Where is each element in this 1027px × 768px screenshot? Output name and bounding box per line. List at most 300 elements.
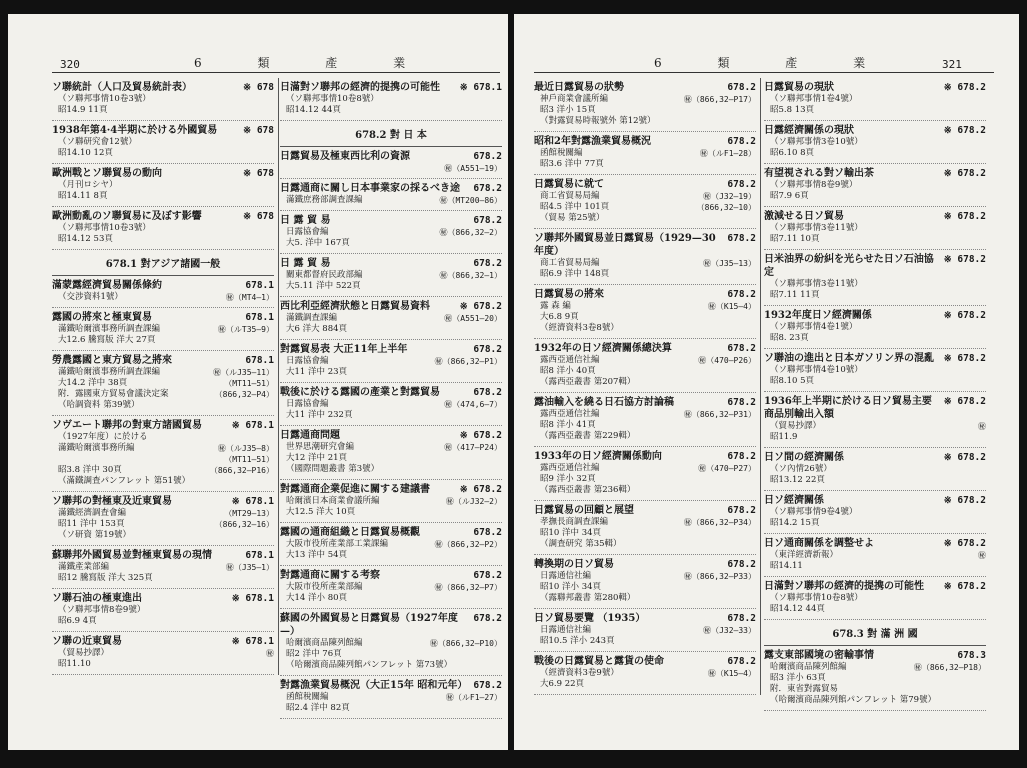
entry-detail-line	[280, 496, 502, 507]
catalog-entry	[764, 250, 986, 306]
entry-detail-line	[764, 137, 986, 148]
call-number: ㊙（K15—4）	[707, 302, 756, 311]
entry-title-row	[534, 612, 756, 625]
entry-title-row	[764, 580, 986, 593]
entry-detail-line	[280, 313, 502, 324]
classification-number: ※ 678.2	[943, 125, 986, 136]
entry-detail-line	[52, 335, 274, 346]
section-heading: 678.1 對アジア諸國一般	[52, 250, 274, 276]
classification-number: ※ 678.2	[943, 396, 986, 407]
classification-number: ※ 678.2	[943, 452, 986, 463]
page-number: 320	[60, 58, 80, 71]
catalog-entry	[764, 646, 986, 711]
entry-title: 滿蒙露經濟貿易關係條約	[52, 280, 162, 291]
entry-title: 日ソ通商關係を調整せよ	[764, 538, 874, 549]
classification-number: ※ 678	[243, 125, 274, 136]
entry-detail-text: 大6 洋大 884頁	[286, 324, 348, 334]
left-page	[8, 14, 508, 750]
entry-title: 露國の將來と極東貿易	[52, 312, 152, 323]
entry-title-row	[764, 451, 986, 464]
entry-title-row	[764, 167, 986, 180]
call-number: ㊙（MT4—1）	[225, 293, 274, 302]
catalog-entry	[534, 501, 756, 555]
entry-detail-text: 哈爾濱商品陳列館編	[286, 638, 363, 648]
entry-detail-text: 昭8.10 5頁	[770, 376, 815, 386]
entry-title: 戰後に於ける露國の產業と對露貿易	[280, 387, 440, 398]
entry-title: 日露通商に關し日本事業家の採るべき途	[280, 183, 460, 194]
call-number: ㊙（J32—19）	[703, 192, 756, 201]
call-number: ㊙（ルF1—28）	[699, 149, 756, 158]
entry-detail-line	[534, 159, 756, 170]
call-number: ㊙（J35—1）	[225, 563, 274, 572]
entry-title-row	[280, 81, 502, 94]
entry-title: 轉換期の日ソ貿易	[534, 559, 614, 570]
entry-detail-line	[52, 400, 274, 411]
entry-title-row	[764, 352, 986, 365]
classification-number: 678.1	[245, 355, 274, 366]
entry-title: 1932年度日ソ經濟關係	[764, 310, 872, 321]
entry-title-row	[764, 649, 986, 662]
entry-title-row	[534, 288, 756, 301]
catalog-entry	[534, 229, 756, 285]
entry-title-row	[52, 210, 274, 223]
entry-title: 1936年上半期に於ける日ソ貿易主要商品別輸出入額	[764, 396, 932, 420]
classification-number: ※ 678.1	[231, 420, 274, 431]
entry-detail-line	[764, 365, 986, 376]
catalog-entry	[52, 632, 274, 675]
call-number: ㊙（ルJ32—2）	[445, 497, 502, 506]
column	[534, 78, 761, 695]
entry-detail-text: 昭10.5 洋小 243頁	[540, 636, 615, 646]
entry-detail-line	[280, 703, 502, 714]
entry-detail-text: 滿鐵哈爾濱事務所編	[58, 443, 135, 453]
entry-title-row	[764, 494, 986, 507]
entry-detail-line	[52, 573, 274, 584]
entry-detail-text: 商工省貿易局編	[540, 191, 600, 201]
entry-detail-text: （ソ研資 第19號）	[58, 530, 132, 540]
entry-detail-text: 昭3.8 洋中 30頁	[58, 465, 122, 475]
call-number: ㊙（417—P24）	[444, 443, 502, 452]
catalog-entry	[534, 393, 756, 447]
catalog-entry	[52, 492, 274, 546]
entry-detail-line	[534, 420, 756, 431]
call-number: ㊙（ルT35—9）	[217, 325, 274, 334]
entry-detail-line	[764, 333, 986, 344]
entry-detail-line	[280, 692, 502, 703]
entry-title: 對露通商に關する考察	[280, 570, 380, 581]
entry-detail-text: 日露協會編	[286, 356, 329, 366]
catalog-entry	[764, 164, 986, 207]
call-number: （866,32—P4）	[214, 390, 274, 399]
call-number: ㊙（A551—20）	[444, 314, 502, 323]
classification-number: ※ 678.1	[231, 636, 274, 647]
entry-title-row	[52, 124, 274, 137]
catalog-entry	[280, 676, 502, 719]
catalog-entry	[764, 207, 986, 250]
entry-title: 蘇聯邦外國貿易並對極東貿易の現情	[52, 550, 212, 561]
entry-title: 最近日露貿易の狀勢	[534, 82, 624, 93]
entry-title: 日露貿易の將來	[534, 289, 604, 300]
entry-detail-line	[280, 464, 502, 475]
classification-number: 678.2	[727, 289, 756, 300]
header-rule	[52, 72, 500, 73]
classification-number: 678.1	[245, 312, 274, 323]
entry-detail-text: 哈爾濱商品陳列館編	[770, 662, 847, 672]
entry-detail-line	[52, 465, 274, 476]
classification-number: ※ 678.1	[231, 593, 274, 604]
entry-detail-text: 滿鐵哈爾濱事務所調査課編	[58, 367, 161, 377]
entry-detail-text: （哈爾濱商品陳列館パンフレット 第79號）	[770, 695, 937, 705]
catalog-entry	[280, 297, 502, 340]
catalog-entry	[764, 78, 986, 121]
entry-detail-text: （露西亞叢書 第236輯）	[540, 485, 636, 495]
entry-detail-line	[280, 410, 502, 421]
entry-detail-line	[534, 94, 756, 105]
classification-number: 678.2	[473, 527, 502, 538]
catalog-entry	[534, 175, 756, 229]
entry-detail-line	[52, 324, 274, 335]
entry-detail-text: 昭9 洋小 32頁	[540, 474, 596, 484]
call-number: ㊙（866,32—P31）	[683, 410, 756, 419]
entry-detail-line	[52, 432, 274, 443]
entry-detail-text: （月刊ロシヤ）	[58, 180, 118, 190]
entry-detail-line	[280, 324, 502, 335]
entry-detail-text: 昭2.4 洋中 82頁	[286, 703, 350, 713]
classification-number: ※ 678	[243, 168, 274, 179]
entry-detail-line	[52, 94, 274, 105]
entry-title-row	[52, 549, 274, 562]
entry-detail-line	[764, 475, 986, 486]
entry-title: 日滿對ソ聯邦の經濟的提携の可能性	[764, 581, 924, 592]
catalog-entry	[280, 566, 502, 609]
call-number: ㊙（866,32—P2）	[434, 540, 502, 549]
catalog-entry	[280, 78, 502, 121]
entry-detail-text: 商工省貿易局編	[540, 258, 600, 268]
entry-title: 日露通商問題	[280, 430, 340, 441]
catalog-entry	[764, 349, 986, 392]
entry-detail-text: 昭10 洋小 34頁	[540, 582, 602, 592]
entry-detail-line	[534, 105, 756, 116]
classification-number: ※ 678.2	[943, 495, 986, 506]
catalog-entry	[280, 179, 502, 211]
entry-detail-text: （ソ聯邦事情9卷4號）	[770, 507, 858, 517]
catalog-entry	[52, 308, 274, 351]
call-number: （MT11—51）	[224, 455, 274, 464]
entry-detail-text: 日露協會編	[286, 399, 329, 409]
catalog-entry	[764, 448, 986, 491]
catalog-entry	[52, 207, 274, 250]
entry-detail-line	[764, 279, 986, 290]
entry-detail-text: 大阪市役所產業部編	[286, 582, 363, 592]
entry-title-row	[280, 214, 502, 227]
entry-detail-text: 昭10 洋中 34頁	[540, 528, 602, 538]
entry-detail-line	[52, 443, 274, 454]
entry-detail-text: 滿鐵經濟調査會編	[58, 508, 127, 518]
entry-detail-line	[534, 312, 756, 323]
entry-detail-text: 大5. 洋中 167頁	[286, 238, 350, 248]
entry-detail-line	[52, 378, 274, 389]
entry-title: 對露通商企業促進に關する建議書	[280, 484, 430, 495]
classification-number: 678.2	[473, 183, 502, 194]
entry-detail-text: 滿鐵庶務部調査課編	[286, 195, 363, 205]
entry-title: 露支東部國境の密輸事情	[764, 650, 874, 661]
entry-detail-text: （貿易 第25號）	[540, 213, 605, 223]
entry-title: 西比利亞經濟狀態と日露貿易資料	[280, 301, 430, 312]
catalog-entry	[52, 164, 274, 207]
entry-detail-line	[764, 421, 986, 432]
entry-detail-line	[764, 561, 986, 572]
entry-detail-line	[534, 463, 756, 474]
entry-detail-text: 附．露國東方貿易會議決定案	[58, 389, 169, 399]
classification-number: 678.2	[473, 680, 502, 691]
entry-detail-line	[534, 485, 756, 496]
catalog-entry	[52, 416, 274, 492]
entry-detail-line	[280, 453, 502, 464]
entry-title-row	[764, 537, 986, 550]
entry-title: 日ソ貿易要覽 （1935）	[534, 613, 646, 624]
entry-detail-text: 昭5.8 13頁	[770, 105, 815, 115]
entry-title-row	[280, 429, 502, 442]
entry-detail-line	[52, 659, 274, 670]
entry-detail-line	[764, 322, 986, 333]
entry-detail-line	[534, 582, 756, 593]
entry-title-row	[764, 81, 986, 94]
entry-detail-text: 函館稅關編	[286, 692, 329, 702]
entry-detail-line	[534, 668, 756, 679]
classification-number: 678.2	[727, 559, 756, 570]
classification-number: 678.2	[473, 387, 502, 398]
entry-detail-text: （露聯邦叢書 第280輯）	[540, 593, 636, 603]
entry-title: 勞農露國と東方貿易之將來	[52, 355, 172, 366]
classification-number: ※ 678.2	[943, 353, 986, 364]
entry-detail-text: 昭6.9 4頁	[58, 616, 97, 626]
classification-number: 678.2	[473, 151, 502, 162]
entry-detail-line	[280, 507, 502, 518]
header-rule	[534, 72, 994, 73]
right-page	[514, 14, 1019, 750]
entry-title-row	[52, 419, 274, 432]
catalog-entry	[52, 351, 274, 416]
entry-title: 1933年の日ソ經濟關係動向	[534, 451, 662, 462]
entry-detail-text: （貿易抄譯）	[770, 421, 822, 431]
entry-detail-text: 日露通信社編	[540, 571, 592, 581]
entry-detail-line	[280, 94, 502, 105]
entry-detail-text: 函館稅關編	[540, 148, 583, 158]
entry-detail-line	[534, 213, 756, 224]
entry-detail-line	[534, 431, 756, 442]
entry-title-row	[52, 167, 274, 180]
catalog-entry	[764, 534, 986, 577]
entry-detail-line	[534, 148, 756, 159]
entry-title: ソ聯邦の對極東及近東貿易	[52, 496, 172, 507]
call-number: ㊙（A551—19）	[444, 164, 502, 173]
entry-detail-text: 大13 洋中 54頁	[286, 550, 348, 560]
entry-detail-line	[280, 582, 502, 593]
call-number: ㊙（866,32—2）	[439, 228, 502, 237]
entry-detail-line	[280, 539, 502, 550]
entry-title: 露油輸入を繞る日石協方討論稿	[534, 397, 674, 408]
entry-title-row	[764, 253, 986, 279]
entry-detail-text: （貿易抄譯）	[58, 648, 110, 658]
entry-detail-line	[764, 180, 986, 191]
entry-detail-text: 昭13.12 22頁	[770, 475, 825, 485]
entry-detail-line	[764, 684, 986, 695]
catalog-entry	[534, 78, 756, 132]
entry-detail-line	[534, 528, 756, 539]
classification-number: 678.2	[727, 136, 756, 147]
catalog-entry	[764, 121, 986, 164]
classification-number: 678.2	[473, 613, 502, 624]
entry-detail-text: （ソ聯邦事情1卷4號）	[770, 94, 858, 104]
catalog-entry	[280, 523, 502, 566]
catalog-entry	[534, 447, 756, 501]
call-number: ㊙（866,32—P1）	[434, 357, 502, 366]
entry-detail-text: 神戶商業會議所編	[540, 94, 609, 104]
entry-detail-text: 昭7.11 11頁	[770, 290, 820, 300]
entry-detail-text: 昭11 洋中 153頁	[58, 519, 125, 529]
entry-detail-text: 昭7.9 6頁	[770, 191, 809, 201]
entry-title-row	[280, 483, 502, 496]
column	[280, 78, 502, 719]
entry-detail-line	[764, 518, 986, 529]
entry-title: 有望視される對ソ輸出茶	[764, 168, 874, 179]
entry-detail-line	[534, 636, 756, 647]
entry-detail-line	[534, 539, 756, 550]
entry-detail-line	[280, 367, 502, 378]
entry-detail-text: 滿鐵產業部編	[58, 562, 110, 572]
call-number: ㊙（866,32—P10）	[429, 639, 502, 648]
entry-detail-line	[764, 432, 986, 443]
entry-detail-text: （ソ聯邦事情8卷9號）	[770, 180, 858, 190]
entry-title: 日滿對ソ聯邦の經濟的提携の可能性	[280, 82, 440, 93]
entry-detail-text: 關東都督府民政部編	[286, 270, 363, 280]
call-number: ㊙（J35—13）	[703, 259, 756, 268]
entry-title-row	[52, 279, 274, 292]
entry-detail-text: （露西亞叢書 第207輯）	[540, 377, 636, 387]
classification-number: ※ 678.2	[943, 168, 986, 179]
entry-detail-line	[764, 223, 986, 234]
entry-detail-line	[280, 281, 502, 292]
classification-number: 678.2	[473, 344, 502, 355]
entry-detail-text: 露西亞通信社編	[540, 409, 600, 419]
entry-detail-line	[280, 660, 502, 671]
entry-detail-line	[52, 191, 274, 202]
entry-detail-text: 大11 洋中 23頁	[286, 367, 348, 377]
entry-detail-line	[534, 301, 756, 312]
classification-number: ※ 678.1	[459, 82, 502, 93]
classification-number: ※ 678.2	[459, 430, 502, 441]
entry-detail-line	[280, 270, 502, 281]
entry-detail-line	[534, 593, 756, 604]
entry-title-row	[764, 309, 986, 322]
entry-detail-text: 昭3 洋小 63頁	[770, 673, 826, 683]
entry-detail-line	[52, 234, 274, 245]
entry-detail-text: （ソ聯邦事情3卷11號）	[770, 279, 863, 289]
catalog-entry	[764, 306, 986, 349]
entry-title: 蘇國の外國貿易と日露貿易（1927年度—）	[280, 613, 458, 637]
entry-title-row	[280, 300, 502, 313]
entry-detail-line	[52, 137, 274, 148]
classification-number: ※ 678.2	[943, 254, 986, 265]
entry-detail-text: 昭8 洋小 41頁	[540, 420, 596, 430]
entry-detail-text: 附．東省對露貿易	[770, 684, 839, 694]
entry-detail-text: （ソ內情26號）	[770, 464, 832, 474]
entry-detail-line	[764, 234, 986, 245]
entry-detail-text: 世界思潮研究會編	[286, 442, 355, 452]
entry-detail-line	[52, 105, 274, 116]
call-number: ㊙（474,6—7）	[444, 400, 502, 409]
classification-number: 678.1	[245, 280, 274, 291]
entry-detail-text: 昭4.5 洋中 101頁	[540, 202, 610, 212]
entry-title: 對露貿易表 大正11年上半年	[280, 344, 408, 355]
catalog-entry	[52, 121, 274, 164]
entry-detail-text: （ソ聯研究會12號）	[58, 137, 137, 147]
catalog-entry	[534, 609, 756, 652]
entry-detail-line	[764, 695, 986, 706]
entry-detail-text: （1927年度）に於ける	[58, 432, 148, 442]
entry-detail-text: （ソ聯邦事情8卷9號）	[58, 605, 146, 615]
section-heading: 678.3 對 滿 洲 國	[764, 620, 986, 646]
entry-detail-line	[534, 679, 756, 690]
entry-detail-text: 昭8 洋小 40頁	[540, 366, 596, 376]
catalog-entry	[764, 577, 986, 620]
entry-detail-text: 日露協會編	[286, 227, 329, 237]
entry-title-row	[534, 396, 756, 409]
classification-number: 678.2	[473, 570, 502, 581]
classification-number: 678.2	[473, 215, 502, 226]
entry-title-row	[764, 124, 986, 137]
entry-detail-text: （ソ聯邦事情10卷3號）	[58, 94, 151, 104]
entry-detail-line	[764, 507, 986, 518]
entry-detail-line	[764, 593, 986, 604]
classification-number: 678.2	[727, 343, 756, 354]
catalog-entry	[280, 211, 502, 254]
classification-number: 678.2	[727, 451, 756, 462]
classification-number: 678.2	[727, 505, 756, 516]
entry-title: 日 露 貿 易	[280, 215, 331, 226]
entry-detail-text: 昭14.12 44頁	[770, 604, 825, 614]
entry-title-row	[280, 679, 502, 692]
entry-title: 日露貿易の回顧と展望	[534, 505, 634, 516]
entry-detail-text: （ソ聯邦事情4卷10號）	[770, 365, 863, 375]
entry-title: 日米油界の紛糾を光らせた日ソ石油協定	[764, 254, 934, 278]
entry-detail-text: 大6.9 22頁	[540, 679, 585, 689]
entry-detail-line	[280, 227, 502, 238]
entry-title: ソ聯油の進出と日本ガソリン界の混亂	[764, 353, 934, 364]
entry-detail-line	[52, 223, 274, 234]
entry-title-row	[52, 592, 274, 605]
entry-detail-line	[764, 673, 986, 684]
entry-detail-text: 昭6.9 洋中 148頁	[540, 269, 610, 279]
entry-detail-text: 昭11.9	[770, 432, 798, 442]
entry-title-row	[534, 450, 756, 463]
entry-detail-line	[280, 356, 502, 367]
entry-title: 戰後の日露貿易と露貨の使命	[534, 656, 664, 667]
classification-number: 678.2	[727, 656, 756, 667]
classification-number: ※ 678.2	[943, 211, 986, 222]
call-number: ㊙	[978, 422, 986, 431]
call-number: ㊙（MT200—86）	[439, 196, 502, 205]
entry-detail-text: 昭11.10	[58, 659, 91, 669]
entry-title: 對露漁業貿易概況（大正15年 昭和元年）	[280, 680, 468, 691]
entry-title-row	[534, 178, 756, 191]
entry-title: ソ聯石油の極東進出	[52, 593, 142, 604]
entry-detail-line	[764, 191, 986, 202]
entry-detail-text: （滿鐵調査パンフレット 第51號）	[58, 476, 191, 486]
classification-number: ※ 678	[243, 82, 274, 93]
entry-detail-line	[534, 409, 756, 420]
entry-title: 昭和2年對露漁業貿易概況	[534, 136, 651, 147]
